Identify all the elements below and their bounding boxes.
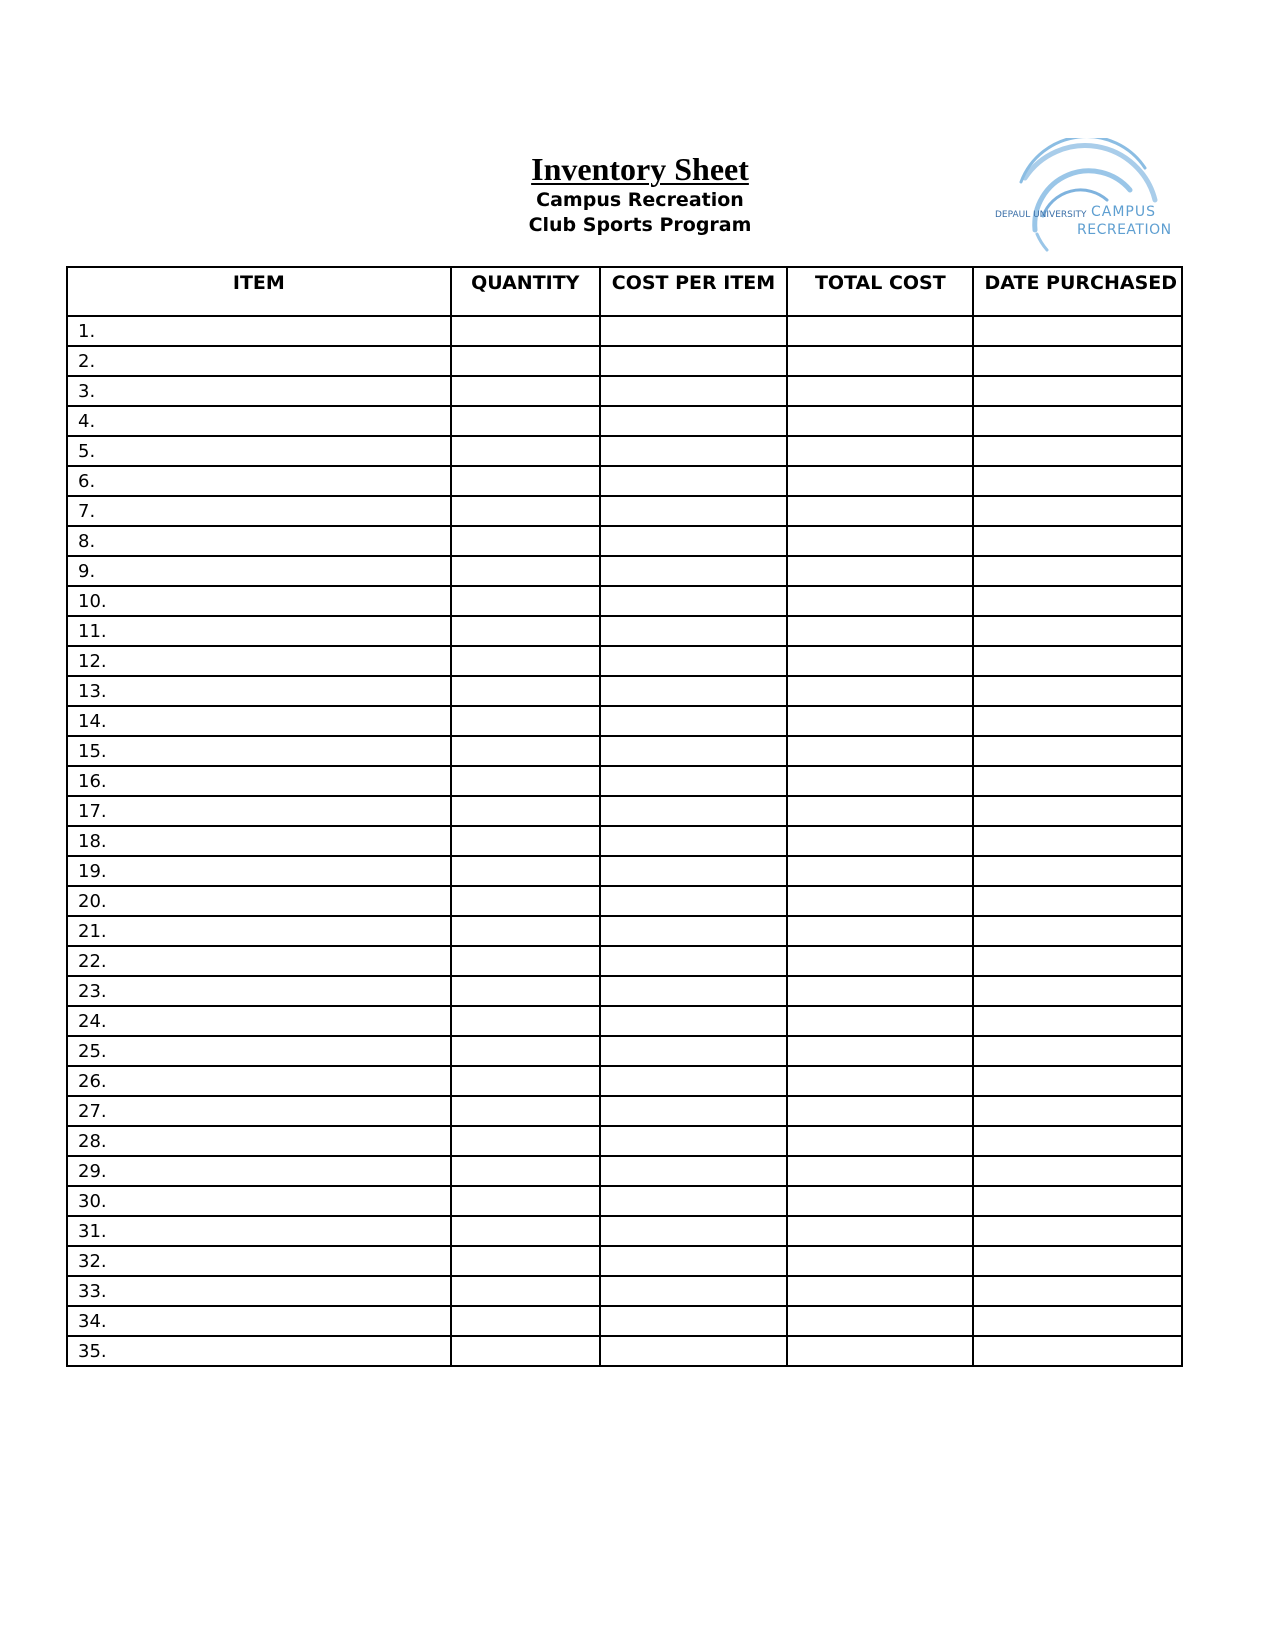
table-row [67,1186,1182,1216]
document-subtitle-department: Campus Recreation [536,189,744,211]
total-cost-cell[interactable] [787,556,973,586]
date-purchased-cell[interactable] [973,1186,1182,1216]
inventory-table-body [67,316,1182,1366]
date-purchased-cell[interactable] [973,436,1182,466]
quantity-cell[interactable] [451,736,600,766]
quantity-cell[interactable] [451,886,600,916]
inventory-table [66,266,1183,1367]
item-cell[interactable]: 27. [67,1096,451,1126]
cost-per-item-cell[interactable] [600,586,787,616]
column-header-quantity: QUANTITY [451,267,600,316]
total-cost-cell[interactable] [787,1246,973,1276]
table-row [67,796,1182,826]
document-subtitle-program: Club Sports Program [528,214,752,236]
logo-recreation-text: RECREATION [1077,222,1172,238]
total-cost-cell[interactable] [787,406,973,436]
cost-per-item-cell[interactable] [600,1306,787,1336]
table-row [67,1306,1182,1336]
total-cost-cell[interactable] [787,676,973,706]
table-row [67,946,1182,976]
table-row [67,406,1182,436]
cost-per-item-cell[interactable] [600,916,787,946]
table-row [67,826,1182,856]
quantity-cell[interactable] [451,1306,600,1336]
total-cost-cell[interactable] [787,436,973,466]
total-cost-cell[interactable] [787,916,973,946]
item-cell[interactable]: 31. [67,1216,451,1246]
document-header [440,150,840,238]
column-header-date-purchased: DATE PURCHASED [973,267,1182,316]
table-row [67,586,1182,616]
date-purchased-cell[interactable] [973,646,1182,676]
total-cost-cell[interactable] [787,1006,973,1036]
total-cost-cell[interactable] [787,946,973,976]
cost-per-item-cell[interactable] [600,676,787,706]
item-cell[interactable]: 14. [67,706,451,736]
total-cost-cell[interactable] [787,526,973,556]
date-purchased-cell[interactable] [973,1036,1182,1066]
date-purchased-cell[interactable] [973,526,1182,556]
total-cost-cell[interactable] [787,1126,973,1156]
item-cell[interactable]: 15. [67,736,451,766]
quantity-cell[interactable] [451,346,600,376]
table-row [67,736,1182,766]
cost-per-item-cell[interactable] [600,766,787,796]
item-cell[interactable]: 32. [67,1246,451,1276]
table-row [67,526,1182,556]
date-purchased-cell[interactable] [973,706,1182,736]
table-row [67,1336,1182,1366]
total-cost-cell[interactable] [787,346,973,376]
quantity-cell[interactable] [451,1336,600,1366]
item-cell[interactable]: 29. [67,1156,451,1186]
date-purchased-cell[interactable] [973,406,1182,436]
quantity-cell[interactable] [451,826,600,856]
campus-recreation-logo [995,138,1170,256]
date-purchased-cell[interactable] [973,886,1182,916]
total-cost-cell[interactable] [787,1276,973,1306]
total-cost-cell[interactable] [787,616,973,646]
total-cost-cell[interactable] [787,706,973,736]
quantity-cell[interactable] [451,1246,600,1276]
column-header-cost-per-item: COST PER ITEM [600,267,787,316]
cost-per-item-cell[interactable] [600,496,787,526]
date-purchased-cell[interactable] [973,496,1182,526]
date-purchased-cell[interactable] [973,376,1182,406]
quantity-cell[interactable] [451,556,600,586]
date-purchased-cell[interactable] [973,316,1182,346]
item-cell[interactable]: 17. [67,796,451,826]
item-cell[interactable]: 34. [67,1306,451,1336]
table-row [67,556,1182,586]
item-cell[interactable]: 21. [67,916,451,946]
quantity-cell[interactable] [451,976,600,1006]
item-cell[interactable]: 9. [67,556,451,586]
total-cost-cell[interactable] [787,1096,973,1126]
total-cost-cell[interactable] [787,496,973,526]
date-purchased-cell[interactable] [973,586,1182,616]
logo-university-text: DEPAUL UNIVERSITY [995,210,1087,220]
date-purchased-cell[interactable] [973,976,1182,1006]
total-cost-cell[interactable] [787,316,973,346]
table-row [67,1246,1182,1276]
total-cost-cell[interactable] [787,886,973,916]
date-purchased-cell[interactable] [973,916,1182,946]
quantity-cell[interactable] [451,676,600,706]
item-cell[interactable]: 5. [67,436,451,466]
item-cell[interactable]: 1. [67,316,451,346]
document-title: Inventory Sheet [531,151,749,187]
table-row [67,766,1182,796]
date-purchased-cell[interactable] [973,856,1182,886]
item-cell[interactable]: 16. [67,766,451,796]
date-purchased-cell[interactable] [973,1306,1182,1336]
table-row [67,916,1182,946]
cost-per-item-cell[interactable] [600,1276,787,1306]
total-cost-cell[interactable] [787,376,973,406]
date-purchased-cell[interactable] [973,1126,1182,1156]
table-row [67,1156,1182,1186]
date-purchased-cell[interactable] [973,616,1182,646]
item-cell[interactable]: 2. [67,346,451,376]
item-cell[interactable]: 13. [67,676,451,706]
cost-per-item-cell[interactable] [600,1216,787,1246]
item-cell[interactable]: 19. [67,856,451,886]
table-row [67,376,1182,406]
item-cell[interactable]: 18. [67,826,451,856]
cost-per-item-cell[interactable] [600,1036,787,1066]
quantity-cell[interactable] [451,1036,600,1066]
cost-per-item-cell[interactable] [600,1066,787,1096]
cost-per-item-cell[interactable] [600,526,787,556]
date-purchased-cell[interactable] [973,676,1182,706]
quantity-cell[interactable] [451,1066,600,1096]
date-purchased-cell[interactable] [973,1066,1182,1096]
table-row [67,616,1182,646]
date-purchased-cell[interactable] [973,556,1182,586]
cost-per-item-cell[interactable] [600,946,787,976]
cost-per-item-cell[interactable] [600,706,787,736]
quantity-cell[interactable] [451,1186,600,1216]
cost-per-item-cell[interactable] [600,1096,787,1126]
cost-per-item-cell[interactable] [600,376,787,406]
total-cost-cell[interactable] [787,1306,973,1336]
cost-per-item-cell[interactable] [600,346,787,376]
cost-per-item-cell[interactable] [600,976,787,1006]
quantity-cell[interactable] [451,796,600,826]
column-header-total-cost: TOTAL COST [787,267,973,316]
item-cell[interactable]: 23. [67,976,451,1006]
quantity-cell[interactable] [451,916,600,946]
cost-per-item-cell[interactable] [600,736,787,766]
date-purchased-cell[interactable] [973,1336,1182,1366]
table-row [67,316,1182,346]
total-cost-cell[interactable] [787,466,973,496]
date-purchased-cell[interactable] [973,946,1182,976]
date-purchased-cell[interactable] [973,1246,1182,1276]
table-row [67,1006,1182,1036]
logo-campus-text: CAMPUS [1091,204,1157,220]
total-cost-cell[interactable] [787,766,973,796]
item-cell[interactable]: 28. [67,1126,451,1156]
item-cell[interactable]: 3. [67,376,451,406]
total-cost-cell[interactable] [787,796,973,826]
total-cost-cell[interactable] [787,736,973,766]
date-purchased-cell[interactable] [973,1096,1182,1126]
item-cell[interactable]: 8. [67,526,451,556]
date-purchased-cell[interactable] [973,346,1182,376]
cost-per-item-cell[interactable] [600,406,787,436]
table-row [67,1036,1182,1066]
quantity-cell[interactable] [451,706,600,736]
item-cell[interactable]: 4. [67,406,451,436]
date-purchased-cell[interactable] [973,1006,1182,1036]
total-cost-cell[interactable] [787,646,973,676]
total-cost-cell[interactable] [787,1186,973,1216]
quantity-cell[interactable] [451,586,600,616]
quantity-cell[interactable] [451,436,600,466]
cost-per-item-cell[interactable] [600,1186,787,1216]
date-purchased-cell[interactable] [973,1156,1182,1186]
item-cell[interactable]: 20. [67,886,451,916]
date-purchased-cell[interactable] [973,826,1182,856]
total-cost-cell[interactable] [787,586,973,616]
table-row [67,886,1182,916]
total-cost-cell[interactable] [787,1216,973,1246]
quantity-cell[interactable] [451,406,600,436]
table-row [67,976,1182,1006]
cost-per-item-cell[interactable] [600,316,787,346]
table-row [67,346,1182,376]
total-cost-cell[interactable] [787,976,973,1006]
cost-per-item-cell[interactable] [600,1126,787,1156]
table-row [67,1066,1182,1096]
table-row [67,436,1182,466]
cost-per-item-cell[interactable] [600,796,787,826]
table-row [67,676,1182,706]
table-row [67,496,1182,526]
cost-per-item-cell[interactable] [600,886,787,916]
quantity-cell[interactable] [451,646,600,676]
quantity-cell[interactable] [451,856,600,886]
item-cell[interactable]: 10. [67,586,451,616]
table-row [67,466,1182,496]
quantity-cell[interactable] [451,1096,600,1126]
logo-arcs-icon [995,138,1170,256]
cost-per-item-cell[interactable] [600,646,787,676]
cost-per-item-cell[interactable] [600,1246,787,1276]
table-row [67,1276,1182,1306]
item-cell[interactable]: 30. [67,1186,451,1216]
quantity-cell[interactable] [451,1156,600,1186]
cost-per-item-cell[interactable] [600,466,787,496]
quantity-cell[interactable] [451,946,600,976]
cost-per-item-cell[interactable] [600,616,787,646]
cost-per-item-cell[interactable] [600,856,787,886]
quantity-cell[interactable] [451,316,600,346]
quantity-cell[interactable] [451,376,600,406]
cost-per-item-cell[interactable] [600,1156,787,1186]
quantity-cell[interactable] [451,1006,600,1036]
item-cell[interactable]: 25. [67,1036,451,1066]
item-cell[interactable]: 22. [67,946,451,976]
quantity-cell[interactable] [451,1216,600,1246]
table-row [67,646,1182,676]
quantity-cell[interactable] [451,496,600,526]
quantity-cell[interactable] [451,1276,600,1306]
quantity-cell[interactable] [451,526,600,556]
item-cell[interactable]: 12. [67,646,451,676]
table-row [67,706,1182,736]
table-header-row [67,267,1182,316]
column-header-item: ITEM [67,267,451,316]
quantity-cell[interactable] [451,766,600,796]
cost-per-item-cell[interactable] [600,436,787,466]
total-cost-cell[interactable] [787,1036,973,1066]
item-cell[interactable]: 26. [67,1066,451,1096]
cost-per-item-cell[interactable] [600,1006,787,1036]
quantity-cell[interactable] [451,466,600,496]
table-row [67,1096,1182,1126]
item-cell[interactable]: 33. [67,1276,451,1306]
quantity-cell[interactable] [451,616,600,646]
date-purchased-cell[interactable] [973,736,1182,766]
quantity-cell[interactable] [451,1126,600,1156]
total-cost-cell[interactable] [787,1336,973,1366]
cost-per-item-cell[interactable] [600,556,787,586]
table-row [67,1216,1182,1246]
date-purchased-cell[interactable] [973,796,1182,826]
date-purchased-cell[interactable] [973,766,1182,796]
total-cost-cell[interactable] [787,1156,973,1186]
total-cost-cell[interactable] [787,826,973,856]
item-cell[interactable]: 24. [67,1006,451,1036]
cost-per-item-cell[interactable] [600,826,787,856]
date-purchased-cell[interactable] [973,1276,1182,1306]
date-purchased-cell[interactable] [973,1216,1182,1246]
item-cell[interactable]: 6. [67,466,451,496]
table-row [67,1126,1182,1156]
total-cost-cell[interactable] [787,1066,973,1096]
date-purchased-cell[interactable] [973,466,1182,496]
total-cost-cell[interactable] [787,856,973,886]
cost-per-item-cell[interactable] [600,1336,787,1366]
item-cell[interactable]: 7. [67,496,451,526]
item-cell[interactable]: 11. [67,616,451,646]
table-row [67,856,1182,886]
item-cell[interactable]: 35. [67,1336,451,1366]
